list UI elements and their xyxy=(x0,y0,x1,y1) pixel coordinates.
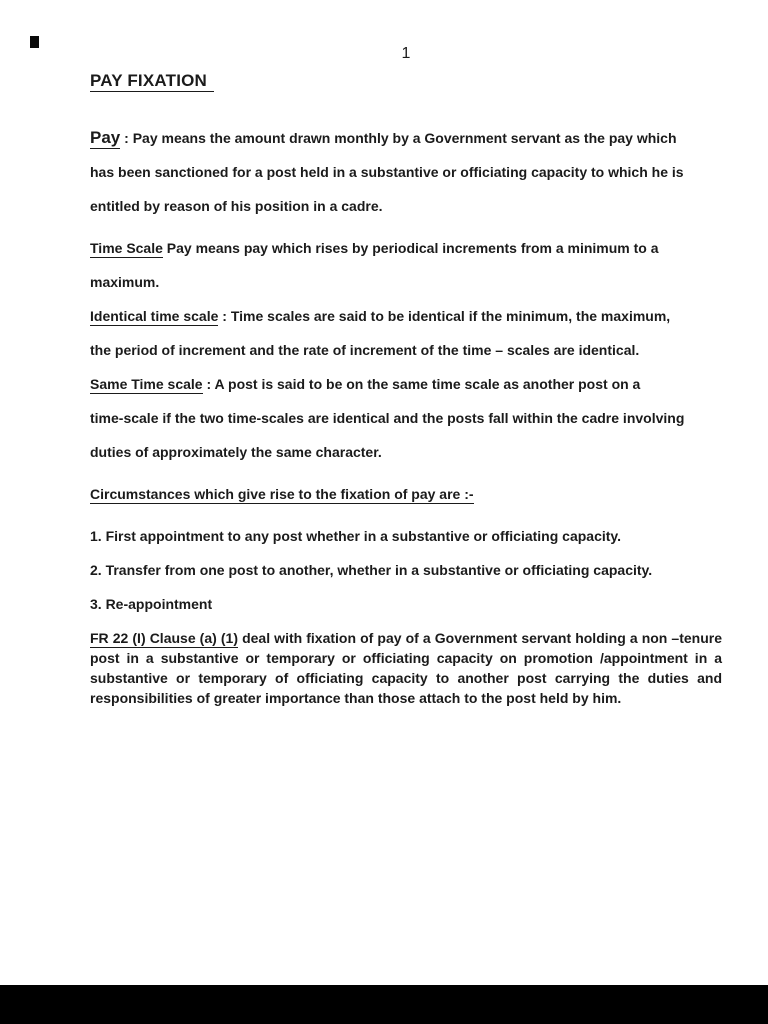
term-pay: Pay xyxy=(90,128,121,147)
paragraph-identical-text: : Time scales are said to be identical if the minimum, the maximum, xyxy=(218,308,671,324)
list-item-3: 3. Re-appointment xyxy=(90,596,213,612)
ink-artifact xyxy=(30,36,39,48)
paragraph-pay-continuation-2: entitled by reason of his position in a cadre. xyxy=(90,198,383,214)
document-title-text: PAY FIXATION xyxy=(90,71,214,92)
paragraph-fr22 xyxy=(90,628,722,708)
footer-bar xyxy=(0,985,768,1024)
term-fr22-clause: FR 22 (I) Clause (a) (1) xyxy=(90,630,238,646)
paragraph-time-scale-text: Pay means pay which rises by periodical increments from a minimum to a xyxy=(162,240,659,256)
paragraph-fr22-text: deal with fixation of pay of a Government servant holding a non –tenure post in a substantive or temporary or officiating capacity on promotion /appointment in a substantive or temporary of officiating capacity to another post carrying the duties and responsibilities of greater importance than those attach to the post held by him. xyxy=(90,630,723,706)
paragraph-same-time-scale xyxy=(90,374,722,394)
paragraph-pay-text: : Pay means the amount drawn monthly by a Government servant as the pay which xyxy=(120,130,677,146)
list-item-1: 1. First appointment to any post whether in a substantive or officiating capacity. xyxy=(90,528,622,544)
heading-circumstances-text: Circumstances which give rise to the fixation of pay are :- xyxy=(90,486,474,502)
paragraph-pay-continuation-1: has been sanctioned for a post held in a substantive or officiating capacity to which he is xyxy=(90,164,684,180)
paragraph-time-scale xyxy=(90,238,722,258)
document-title xyxy=(90,70,722,92)
paragraph-pay-definition xyxy=(90,128,722,148)
paragraph-same-text: : A post is said to be on the same time scale as another post on a xyxy=(202,376,641,392)
term-identical-time-scale: Identical time scale xyxy=(90,308,219,324)
paragraph-identical-continuation: the period of increment and the rate of increment of the time – scales are identical. xyxy=(90,342,640,358)
paragraph-identical-time-scale xyxy=(90,306,722,326)
paragraph-time-scale-continuation: maximum. xyxy=(90,274,160,290)
term-same-time-scale: Same Time scale xyxy=(90,376,203,392)
list-item-2: 2. Transfer from one post to another, whether in a substantive or officiating capacity. xyxy=(90,562,653,578)
page-number: 1 xyxy=(401,45,411,62)
paragraph-same-continuation-1: time-scale if the two time-scales are identical and the posts fall within the cadre involving xyxy=(90,410,685,426)
heading-circumstances xyxy=(90,484,722,504)
paragraph-same-continuation-2: duties of approximately the same character. xyxy=(90,444,382,460)
page-content xyxy=(0,44,768,708)
term-time-scale: Time Scale xyxy=(90,240,163,256)
